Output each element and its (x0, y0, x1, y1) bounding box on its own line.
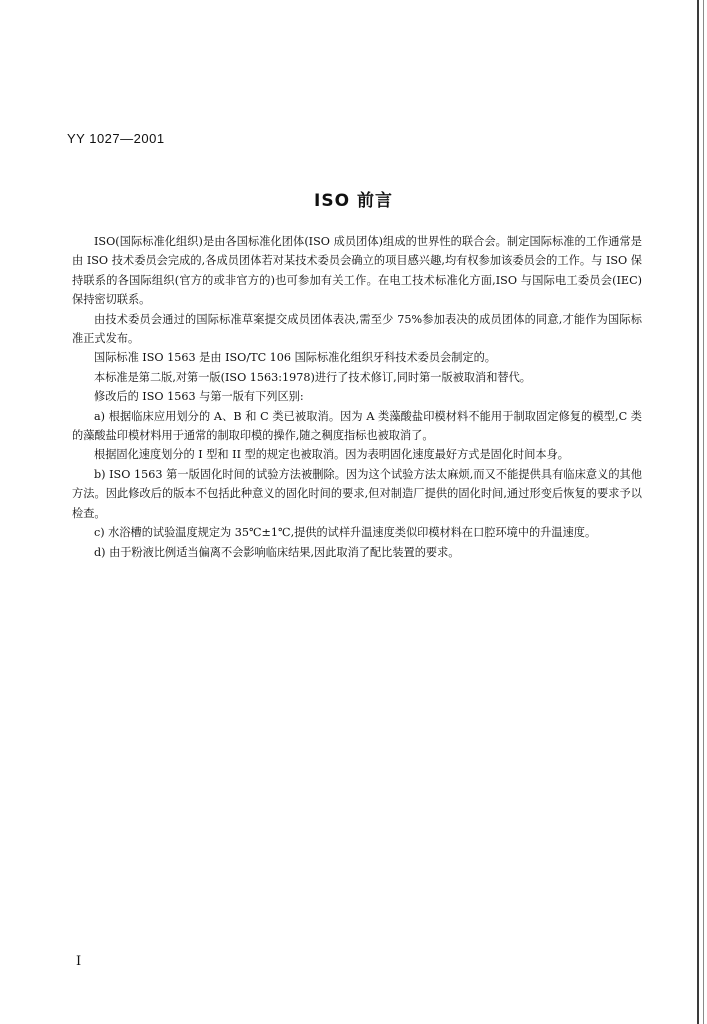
paragraph-edition: 本标准是第二版,对第一版(ISO 1563:1978)进行了技术修订,同时第一版被取消和替代。 (94, 370, 531, 384)
paragraph-item-c: c) 水浴槽的试验温度规定为 35℃±1℃,提供的试样升温速度类似印模材料在口腔环境中的升温速度。 (94, 526, 597, 540)
standard-code: YY 1027—2001 (67, 131, 165, 146)
paragraph-item-b: b) ISO 1563 第一版固化时间的试验方法被删除。因为这个试验方法太麻烦,而又不能提供具有临床意义的其他方法。因此修改后的版本不包括此种意义的固化时间的要求,但对制造厂提供的固化时间,通过形变后恢复的要求予以检查。 (72, 467, 642, 520)
paragraph-item-a-types: 根据固化速度划分的 I 型和 II 型的规定也被取消。因为表明固化速度最好方式是固化时间本身。 (94, 448, 569, 462)
paragraph-differences-intro: 修改后的 ISO 1563 与第一版有下列区别: (94, 390, 304, 404)
foreword-body (72, 232, 642, 562)
page-title: ISO 前言 (314, 191, 393, 211)
page-number: I (76, 954, 82, 969)
paragraph-committee: 国际标准 ISO 1563 是由 ISO/TC 106 国际标准化组织牙科技术委员会制定的。 (94, 351, 496, 365)
paragraph-iso-intro: ISO(国际标准化组织)是由各国标准化团体(ISO 成员团体)组成的世界性的联合会。制定国际标准的工作通常是由 ISO 技术委员会完成的,各成员团体若对某技术委员会确立的项目感兴趣,均有权参加该委员会的工作。与 ISO 保持联系的各国际组织(官方的或非官方的)也可参加有关工作。在电工技术标准化方面,ISO 与国际电工委员会(IEC)保持密切联系。 (72, 235, 642, 307)
paragraph-voting: 由技术委员会通过的国际标准草案提交成员团体表决,需至少 75%参加表决的成员团体的同意,才能作为国际标准正式发布。 (72, 312, 642, 346)
paragraph-item-a: a) 根据临床应用划分的 A、B 和 C 类已被取消。因为 A 类藻酸盐印模材料不能用于制取固定修复的模型,C 类的藻酸盐印模材料用于通常的制取印模的操作,随之稠度指标也被取消了。 (72, 409, 642, 443)
paragraph-item-d: d) 由于粉液比例适当偏离不会影响临床结果,因此取消了配比装置的要求。 (94, 545, 460, 559)
scan-edge-line-secondary (703, 0, 704, 1024)
scan-edge-line (697, 0, 699, 1024)
